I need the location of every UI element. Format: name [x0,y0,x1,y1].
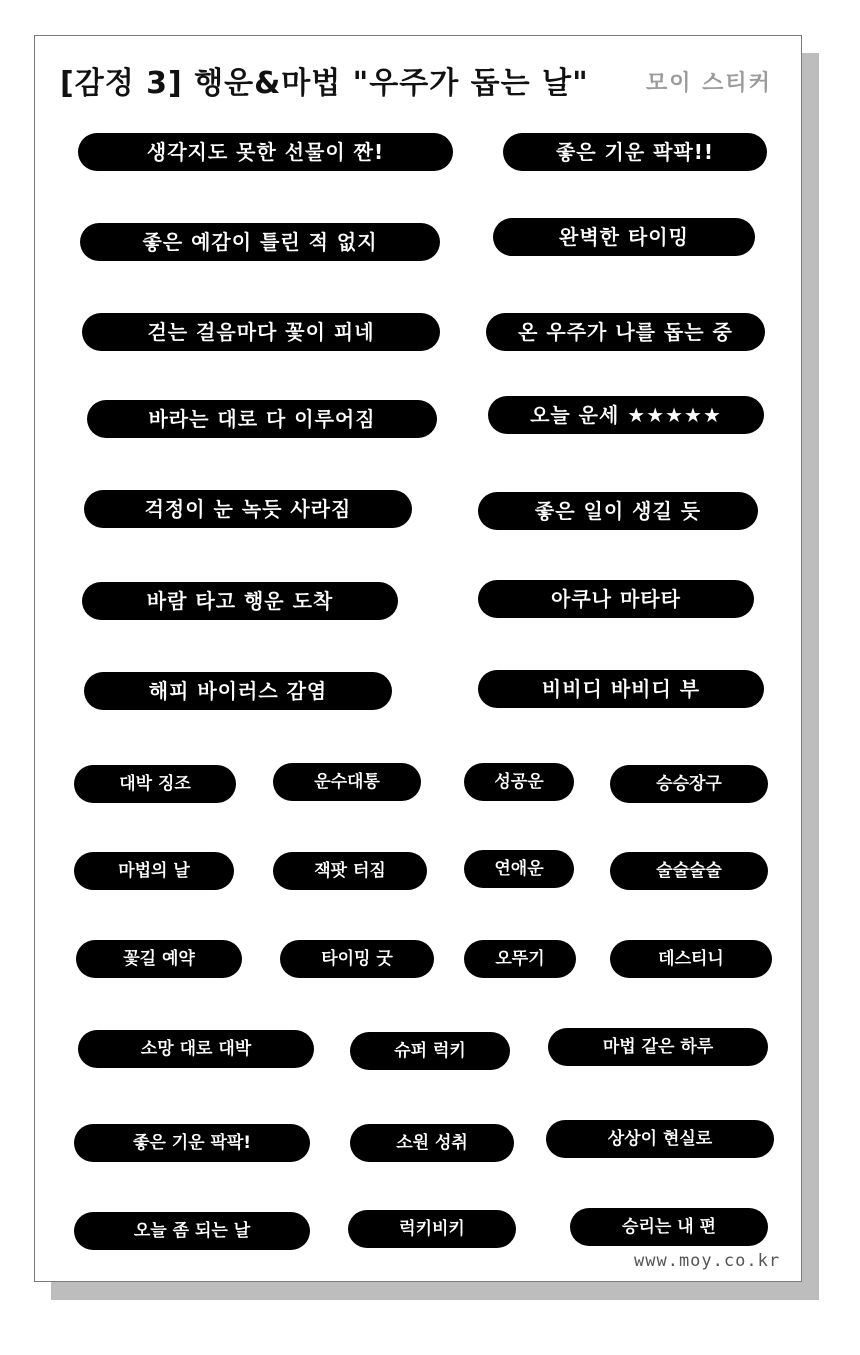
sticker: 연애운 [464,850,574,888]
sticker: 좋은 기운 팍팍!! [503,133,767,171]
sticker: 마법 같은 하루 [548,1028,768,1066]
sticker: 데스티니 [610,940,772,978]
sticker: 걱정이 눈 녹듯 사라짐 [84,490,412,528]
sticker: 소원 성취 [350,1124,514,1162]
sticker: 슈퍼 럭키 [350,1032,510,1070]
brand-name: 모이 스티커 [646,71,772,96]
sticker: 럭키비키 [348,1210,516,1248]
sticker: 잭팟 터짐 [273,852,427,890]
sticker: 대박 징조 [74,765,236,803]
sticker: 오늘 좀 되는 날 [74,1212,310,1250]
sticker: 마법의 날 [74,852,234,890]
sticker: 상상이 현실로 [546,1120,774,1158]
sticker: 술술술술 [610,852,768,890]
sticker: 오뚜기 [464,940,576,978]
sticker: 바람 타고 행운 도착 [82,582,398,620]
sticker: 아쿠나 마타타 [478,580,754,618]
sticker: 좋은 예감이 틀린 적 없지 [80,223,440,261]
sticker: 걷는 걸음마다 꽃이 피네 [82,313,440,351]
sticker: 소망 대로 대박 [78,1030,314,1068]
sticker: 타이밍 굿 [280,940,434,978]
sticker: 꽃길 예약 [76,940,242,978]
sticker: 비비디 바비디 부 [478,670,764,708]
website-url: www.moy.co.kr [634,1251,781,1271]
sticker: 해피 바이러스 감염 [84,672,392,710]
sticker: 오늘 운세 ★★★★★ [488,396,764,434]
sticker: 생각지도 못한 선물이 짠! [78,133,453,171]
sticker: 온 우주가 나를 돕는 중 [486,313,765,351]
sheet-title: [감정 3] 행운&마법 "우주가 돕는 날" [60,66,589,101]
sticker: 좋은 기운 팍팍! [74,1124,310,1162]
sticker: 좋은 일이 생길 듯 [478,492,758,530]
sticker: 승리는 내 편 [570,1208,768,1246]
sticker: 승승장구 [610,765,768,803]
sticker: 성공운 [464,763,574,801]
sticker: 운수대통 [273,763,421,801]
sticker: 완벽한 타이밍 [493,218,755,256]
sticker: 바라는 대로 다 이루어짐 [87,400,437,438]
